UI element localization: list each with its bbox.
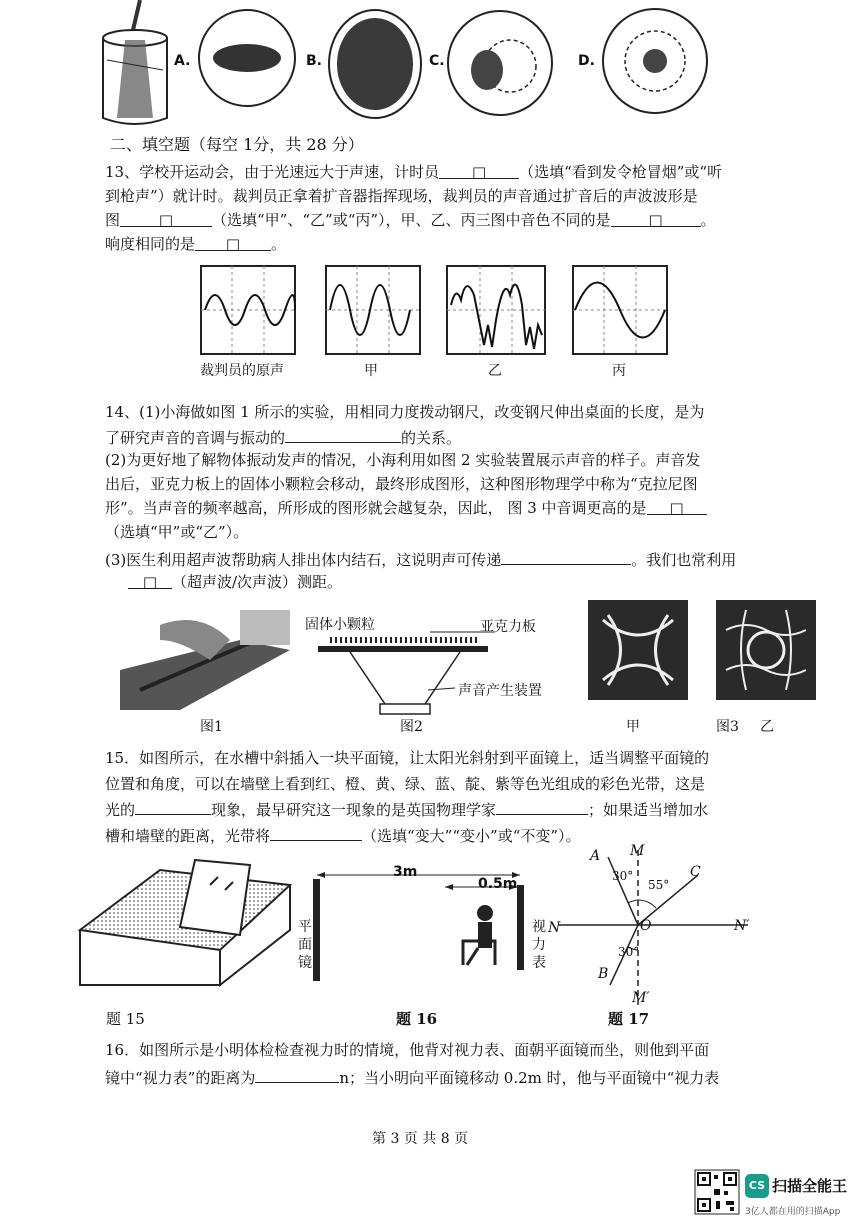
option-c-label: C. [429,53,445,69]
fig3-label: 图3 [716,719,739,735]
q15-line-2: 位置和角度，可以在墙壁上看到红、橙、黄、绿、蓝、靛、紫等色光组成的彩色光带，这是 [105,775,706,793]
q15-blank-1[interactable] [135,798,211,815]
option-d-diagram [600,6,710,116]
q13-blank-3[interactable]: □ [611,210,701,227]
fig3-label-yi: 乙 [760,719,774,735]
q15-line-3: 光的 现象，最早研究这一现象的是英国物理学家 ；如果适当增加水 [105,798,708,820]
wave-yi [446,265,546,355]
fig16-dist-05m: 0.5m [478,876,518,892]
fig17-label-n-prime: N′ [734,918,750,934]
option-b-label: B. [306,53,322,69]
beaker-figure [95,0,175,130]
fig17-label-m: M [630,843,645,859]
q14-blank-1[interactable] [285,426,401,443]
fig2-label-particles: 固体小颗粒 [305,617,375,633]
q14-blank-2[interactable]: □ [647,498,707,515]
fig17-angle-55: 55° [648,878,670,892]
fig3-pattern-jia [588,600,688,700]
brand-name: 扫描全能王 [772,1177,848,1195]
q14-blank-3[interactable] [501,548,631,565]
q14-line-3: (2)为更好地了解物体振动发声的情况，小海利用如图 2 实验装置展示声音的样子。声音发 [105,451,701,469]
fig17-label-o: O [640,918,652,934]
fig17-label-a: A [590,848,601,864]
wave-jia [325,265,421,355]
q14-line-5: 形”。当声音的频率越高，所形成的图形就会越复杂，因此， 图 3 中音调更高的是 □ [105,498,707,518]
q13-line-4: 响度相同的是 □ 。 [105,235,287,253]
q13-line-1: 13、学校开运动会，由于光速远大于声速，计时员 □ （选填“看到发令枪冒烟”或“听 [105,163,723,181]
option-a-label: A. [174,53,191,69]
qr-code-icon [695,1170,739,1214]
fig3-pattern-yi [716,600,816,700]
fig2-apparatus [310,632,580,722]
fig17-title: 题 17 [608,1010,650,1028]
q14-line-8: □ （超声波/次声波）测距。 [128,572,342,592]
option-b-diagram [325,6,425,122]
q16-line-2: 镜中“视力表”的距离为 n；当小明向平面镜移动 0.2m 时，他与平面镜中“视力表 [105,1066,719,1088]
q13-line-2: 到枪声”）就计时。裁判员正拿着扩音器指挥现场，裁判员的声音通过扩音后的声波波形是 [105,187,698,205]
q14-line-4: 出后，亚克力板上的固体小颗粒会移动，最终形成图形，这种图形物理学中称为“克拉尼图 [105,475,698,493]
q14-line-1: 14、(1)小海做如图 1 所示的实验，用相同力度拨动钢尺，改变钢尺伸出桌面的长度，是为 [105,403,705,421]
fig17-angle-30-top: 30° [612,869,634,883]
q14-line-7: (3)医生利用超声波帮助病人排出体内结石，这说明声可传递 。我们也常利用 [105,548,736,570]
wave-label-bing: 丙 [612,363,626,379]
fig17-label-c: C [690,864,701,880]
wave-label-yi: 乙 [488,363,502,379]
q13-line-3: 图 □ （选填“甲”、“乙”或“丙”），甲、乙、丙三图中音色不同的是 □ 。 [105,211,716,229]
wave-label-original: 裁判员的原声 [200,363,284,379]
option-a-diagram [197,8,297,108]
fig17-label-n: N [548,920,561,936]
q13-blank-1[interactable]: □ [439,162,519,179]
wave-bing [572,265,668,355]
q15-line-1: 15．如图所示，在水槽中斜插入一块平面镜，让太阳光斜射到平面镜上，适当调整平面镜的 [105,749,710,767]
fig16-mirror-label: 平面镜 [298,919,312,971]
camscanner-logo: CS [745,1174,769,1198]
q16-line-1: 16．如图所示是小明体检检查视力时的情境，他背对视力表、面朝平面镜而坐，则他到平面 [105,1041,710,1059]
fig3-label-jia: 甲 [626,719,640,735]
q14-line-2: 了研究声音的音调与振动的 的关系。 [105,426,461,448]
wave-original [200,265,296,355]
fig15-title: 题 15 [106,1010,145,1028]
section-heading: 二、填空题（每空 1分，共 28 分） [110,135,364,154]
fig17-label-m-prime: M′ [632,990,650,1006]
fig2-label-device: 声音产生装置 [458,683,542,699]
fig15-water-trough [80,855,300,990]
fig17-label-b: B [598,966,609,982]
q13-blank-2[interactable]: □ [120,210,212,227]
option-d-label: D. [578,53,595,69]
brand-tagline: 3亿人都在用的扫描App [745,1207,841,1217]
q15-blank-3[interactable] [270,824,362,841]
page-number: 第 3 页 共 8 页 [372,1131,469,1147]
fig1-ruler-photo [120,610,290,710]
fig1-label: 图1 [200,719,223,735]
q14-line-6: （选填“甲”或“乙”）。 [105,523,249,541]
fig2-label: 图2 [400,719,423,735]
q15-line-4: 槽和墙壁的距离，光带将 （选填“变大”“变小”或“不变”）。 [105,824,581,846]
q13-blank-4[interactable]: □ [195,234,271,251]
fig16-dist-3m: 3m [393,864,418,880]
fig16-title: 题 16 [396,1010,438,1028]
fig16-chart-label: 视力表 [532,919,546,971]
option-c-diagram [445,8,555,118]
q15-blank-2[interactable] [496,798,588,815]
fig17-angle-30-bottom: 30° [618,945,640,959]
wave-label-jia: 甲 [364,363,378,379]
fig2-label-plate: 亚克力板 [480,619,536,635]
q14-blank-4[interactable]: □ [128,572,172,589]
q16-blank-1[interactable] [255,1066,339,1083]
